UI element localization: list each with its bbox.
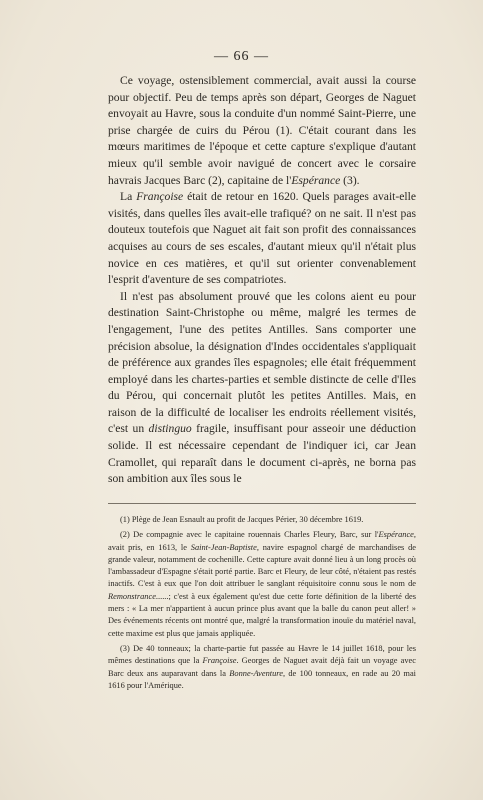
ship-name-francoise: Françoise: [202, 656, 237, 666]
text-segment: , avait pris, en 1613, le: [108, 530, 416, 552]
ship-name-esperance: Espérance: [291, 173, 341, 187]
text-segment: fragile, insuffisant pour asseoir une déduction solide. Il est nécessaire cependant de l'indiquer ici, car Jean Cramollet, qui reparaît dans le document ci-après, ne borna pas son ambition aux îles sous le: [108, 422, 416, 486]
footnote-separator: [108, 503, 416, 504]
ship-name-esperance: Espérance: [378, 530, 414, 540]
text-segment: (2) De compagnie avec le capitaine rouennais Charles Fleury, Barc, sur l': [120, 530, 379, 540]
footnote-3: [108, 643, 416, 692]
footnote-2: [108, 529, 416, 640]
footnotes: [108, 514, 416, 695]
text-segment: Ce voyage, ostensiblement commercial, avait aussi la course pour objectif. Peu de temps après son départ, Georges de Naguet envoyait au Havre, sous la conduite d'un nommé Saint-Pierre, une prise chargée de cuirs du Pérou (1). C'était courant dans les mœurs maritimes de l'époque et cette capture s'explique d'autant mieux qu'il semble avoir navigué de concert avec le corsaire havrais Jacques Barc (2), capitaine de l': [108, 74, 416, 187]
page-number: — 66 —: [214, 49, 269, 64]
footnote-1: [108, 514, 416, 526]
text-segment: (1) Plège de Jean Esnault au profit de Jacques Périer, 30 décembre 1619.: [120, 515, 364, 524]
ship-name-bonne-aventure: Bonne-Aventure: [229, 668, 283, 678]
text-segment: La: [120, 190, 137, 204]
text-segment: (3).: [340, 173, 360, 187]
ship-name-saint-jean-baptiste: Saint-Jean-Baptiste: [190, 542, 257, 552]
ship-name-francoise: Françoise: [136, 190, 184, 204]
paragraph-voyage: [108, 73, 416, 189]
text-segment: , de 100 tonneaux, en rade au 20 mai 1616 pour l'Amérique.: [108, 668, 416, 690]
text-segment: . Georges de Naguet avait déjà fait un voyage avec Barc deux ans auparavant dans la: [108, 656, 416, 678]
text-segment: ......; c'est à eux également qu'est due cette forte définition de la liberté des mers : « La mer n'appartient à aucun prince plus avant que la balle du canon peut aller! » Des événements récents ont montré que, malgré la transformation inouïe du matériel naval, cette maxime est plus que jamais appliquée.: [108, 591, 416, 638]
italic-term-distinguo: distinguo: [148, 422, 192, 436]
main-text: [108, 73, 416, 488]
text-segment: était de retour en 1620. Quels parages avait-elle visités, dans quelles îles avait-elle trafiqué? on ne sait. Il n'est pas douteux toutefois que Naguet ait fait son profit des connaissances acquises au cours de ses escales, d'autant mieux qu'il n'était plus novice en ces matières, et qu'il sut orienter convenablement l'esprit d'aventure de ses compatriotes.: [108, 190, 416, 287]
title-remonstrance: Remonstrance: [108, 591, 156, 601]
paragraph-colons: [108, 289, 416, 488]
text-segment: , navire espagnol chargé de marchandises de grande valeur, notamment de cochenille. Cette capture avait donné lieu à un long procès où l'ambassadeur d'Espagne s'était porté partie. Barc et Fleury, de leur côté, n'étaient pas restés inactifs. C'est à eux que l'on doit attribuer le sanglant réquisitoire connu sous le nom de: [108, 542, 417, 589]
text-segment: Il n'est pas absolument prouvé que les colons aient eu pour destination Saint-Christophe ou même, malgré les termes de l'engagement, l'une des petites Antilles. Sans comporter une précision absolue, la désignation d'Indes occidentales s'appliquait de préférence aux grandes îles espagnoles; elle était fréquemment employé dans les chartes-parties et semble distincte de celle d'Iles du Pérou, qui concernait plutôt les petites Antilles. Mais, en raison de la difficulté de localiser les endroits réellement visités, c'est un: [108, 289, 416, 436]
text-segment: (3) De 40 tonneaux; la charte-partie fut passée au Havre le 14 juillet 1618, pour les mêmes destinations que la: [108, 643, 416, 666]
paragraph-francoise: [108, 189, 416, 289]
